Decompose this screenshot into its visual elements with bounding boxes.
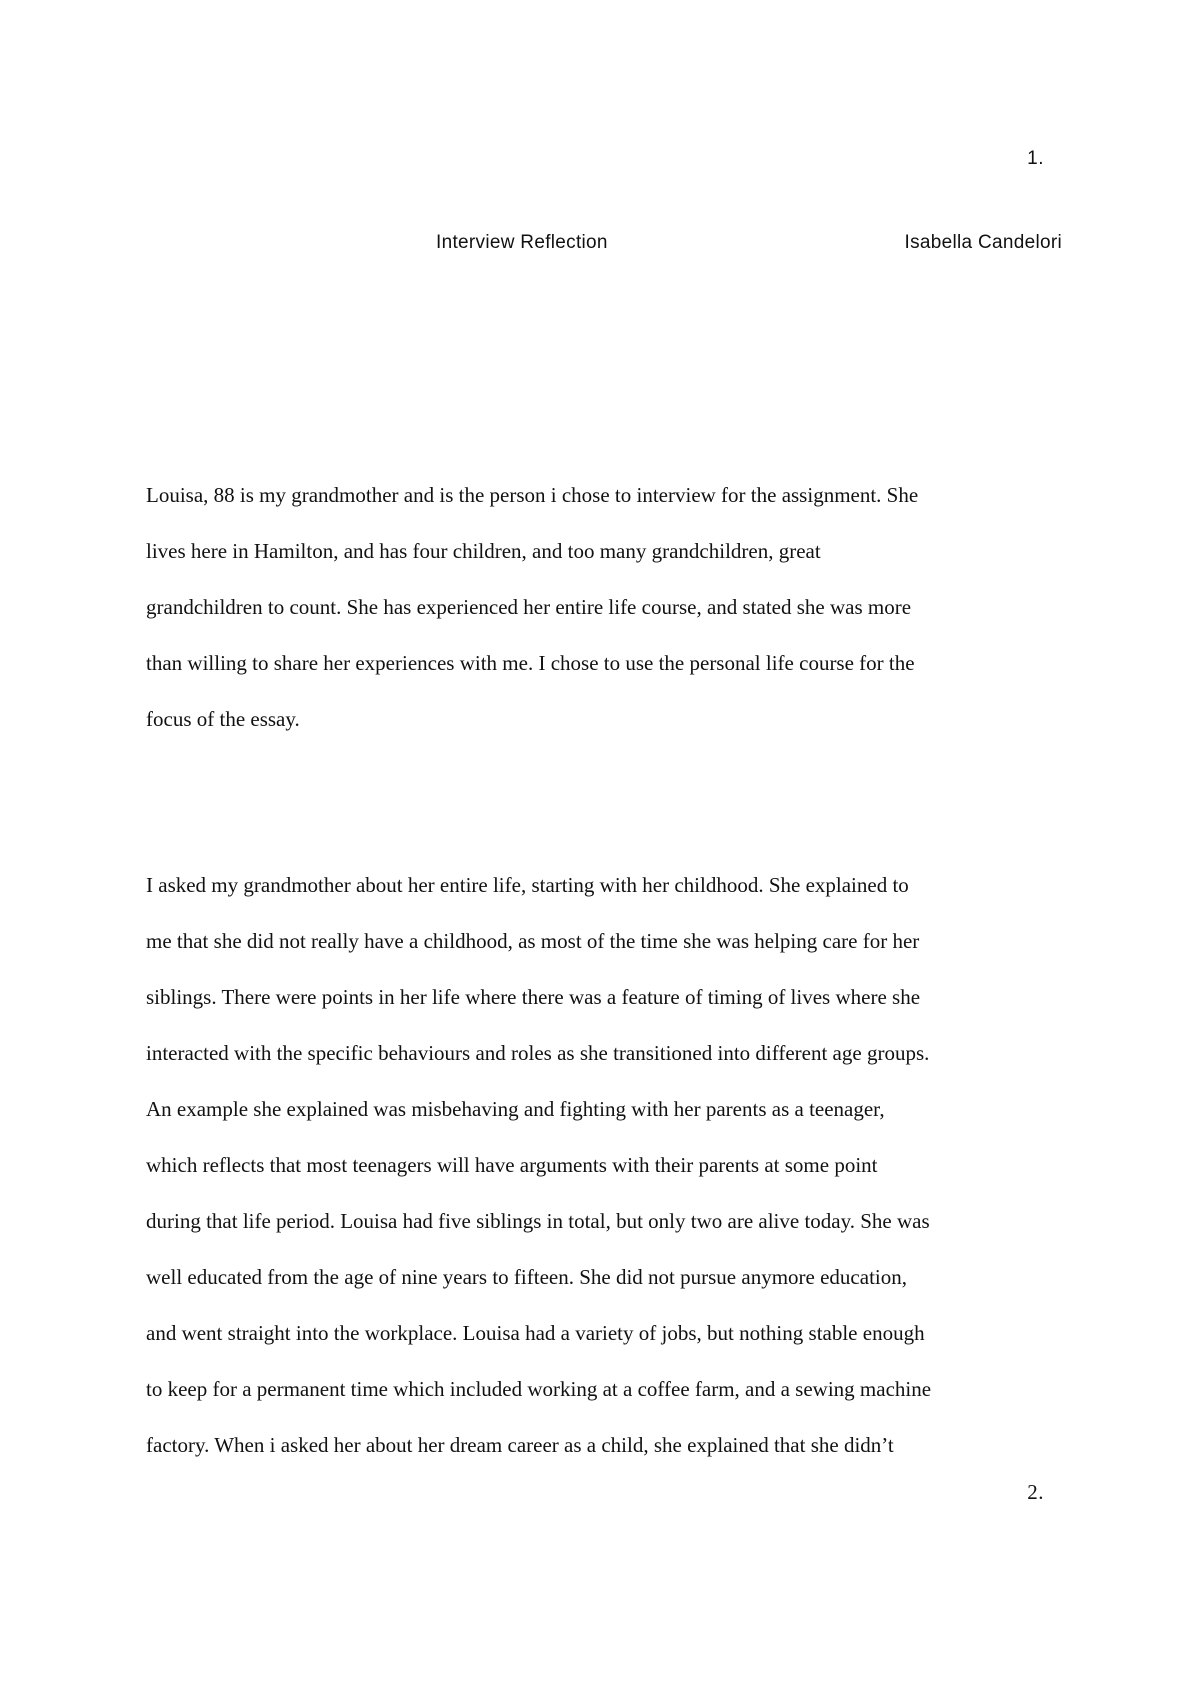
- text-line: I asked my grandmother about her entire life, starting with her childhood. She explained to: [146, 873, 909, 897]
- paragraph-intro: [146, 467, 1066, 747]
- page-number-bottom: 2.: [1027, 1480, 1044, 1504]
- paragraph-childhood: [146, 857, 1066, 1473]
- text-line: An example she explained was misbehaving and fighting with her parents as a teenager,: [146, 1097, 885, 1121]
- text-line: which reflects that most teenagers will have arguments with their parents at some point: [146, 1153, 878, 1177]
- text-line: Louisa, 88 is my grandmother and is the person i chose to interview for the assignment. She: [146, 483, 919, 507]
- page-number-top: 1.: [1027, 148, 1044, 169]
- text-line: to keep for a permanent time which included working at a coffee farm, and a sewing machine: [146, 1377, 932, 1401]
- text-line: than willing to share her experiences with me. I chose to use the personal life course for the: [146, 651, 915, 675]
- text-line: siblings. There were points in her life where there was a feature of timing of lives where she: [146, 985, 921, 1009]
- text-line: during that life period. Louisa had five siblings in total, but only two are alive today. She was: [146, 1209, 930, 1233]
- document-title: Interview Reflection: [436, 232, 608, 253]
- text-line: and went straight into the workplace. Louisa had a variety of jobs, but nothing stable enough: [146, 1321, 925, 1345]
- text-line: me that she did not really have a childhood, as most of the time she was helping care for her: [146, 929, 920, 953]
- text-line: interacted with the specific behaviours and roles as she transitioned into different age groups.: [146, 1041, 930, 1065]
- text-line: lives here in Hamilton, and has four children, and too many grandchildren, great: [146, 539, 821, 563]
- author-name: Isabella Candelori: [904, 232, 1062, 253]
- text-line: grandchildren to count. She has experienced her entire life course, and stated she was more: [146, 595, 912, 619]
- text-line: factory. When i asked her about her dream career as a child, she explained that she didn’t: [146, 1433, 894, 1457]
- text-line: well educated from the age of nine years to fifteen. She did not pursue anymore education,: [146, 1265, 907, 1289]
- text-line: focus of the essay.: [146, 707, 300, 731]
